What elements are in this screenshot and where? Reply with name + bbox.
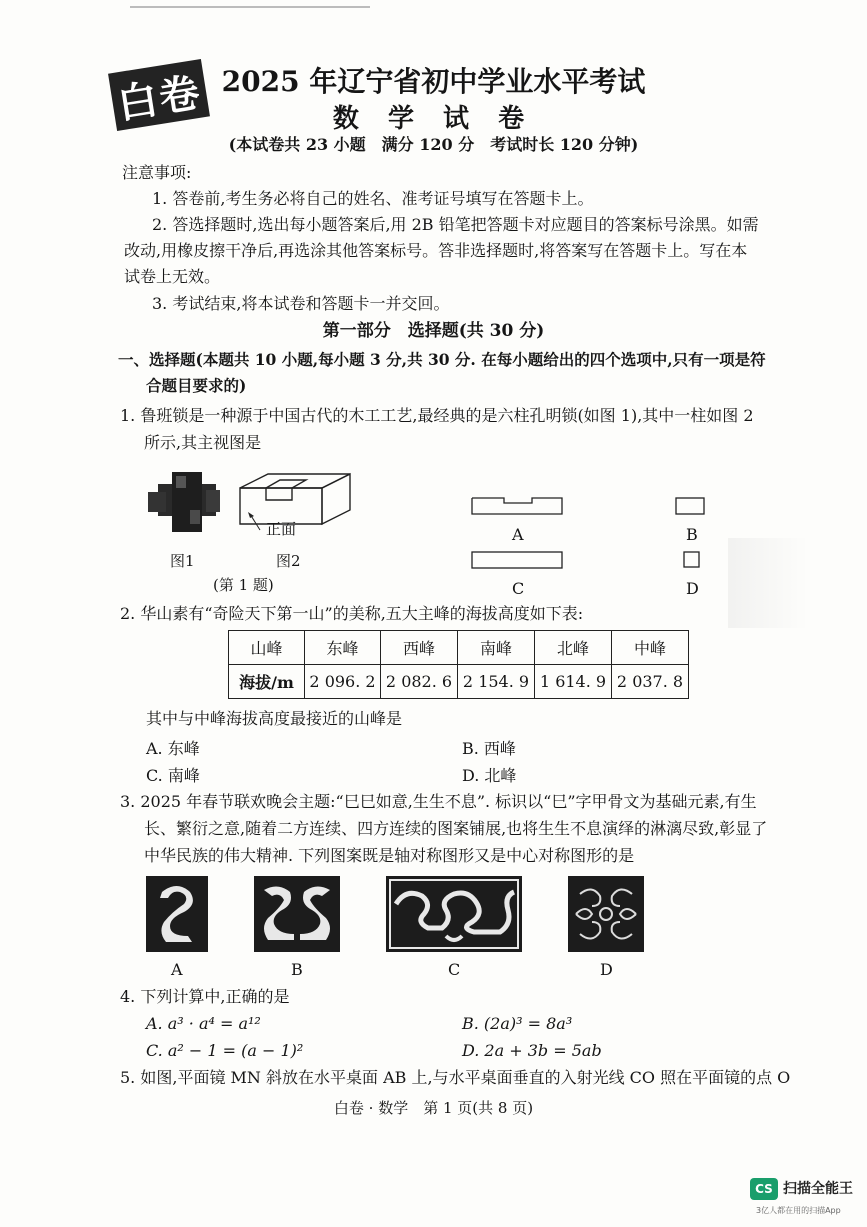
q3-option-c: C xyxy=(448,960,461,979)
scan-shadow xyxy=(728,538,808,628)
q3-option-d: D xyxy=(600,960,613,979)
section-instructions-cont: 合题目要求的) xyxy=(146,376,247,395)
table-header-row xyxy=(229,631,689,665)
notes-item: 3. 考试结束,将本试卷和答题卡一并交回。 xyxy=(152,294,450,313)
fig2-label: 图2 xyxy=(276,552,301,570)
q3-text-cont: 长、繁衍之意,随着二方连续、四方连续的图案铺展,也将生生不息演绎的淋漓尽致,彰显了 xyxy=(144,819,768,838)
option-c-view xyxy=(472,552,562,568)
notes-heading: 注意事项: xyxy=(122,163,192,182)
q2-option-c: C. 南峰 xyxy=(146,766,200,785)
q1-option-b: B xyxy=(686,525,698,544)
table-cell: 西峰 xyxy=(381,631,458,665)
page-footer: 白卷 · 数学 第 1 页(共 8 页) xyxy=(333,1099,534,1117)
notes-item: 1. 答卷前,考生务必将自己的姓名、准考证号填写在答题卡上。 xyxy=(152,189,594,208)
table-cell: 南峰 xyxy=(458,631,535,665)
q3-text: 3. 2025 年春节联欢晚会主题:“巳巳如意,生生不息”. 标识以“巳”字甲骨文为基础元素,有生 xyxy=(120,792,757,811)
table-cell: 2 037. 8 xyxy=(612,665,689,699)
q2-option-b: B. 西峰 xyxy=(462,739,516,758)
q2-option-d: D. 北峰 xyxy=(462,766,517,785)
pattern-c xyxy=(386,876,522,952)
pattern-b xyxy=(254,876,340,952)
q3-option-b: B xyxy=(291,960,303,979)
q1-figures xyxy=(140,466,355,546)
scan-edge-line xyxy=(130,6,370,8)
camscanner-logo-icon: CS xyxy=(750,1178,778,1200)
q1-text: 1. 鲁班锁是一种源于中国古代的木工工艺,最经典的是六柱孔明锁(如图 1),其中一柱如图 2 xyxy=(120,406,754,425)
q4-option-b: B. (2a)³ = 8a³ xyxy=(462,1014,573,1033)
table-row xyxy=(229,665,689,699)
q4-option-a: A. a³ · a⁴ = a¹² xyxy=(146,1014,261,1033)
pattern-d xyxy=(568,876,644,952)
table-cell: 海拔/m xyxy=(229,665,305,699)
notes-item: 改动,用橡皮擦干净后,再选涂其他答案标号。答非选择题时,将答案写在答题卡上。写在本 xyxy=(124,241,748,260)
q5-text: 5. 如图,平面镜 MN 斜放在水平桌面 AB 上,与水平桌面垂直的入射光线 CO 照在平面镜的点 O xyxy=(120,1068,791,1087)
q1-option-d: D xyxy=(686,579,699,598)
table-cell: 1 614. 9 xyxy=(535,665,612,699)
q4-option-c: C. a² − 1 = (a − 1)² xyxy=(146,1041,304,1060)
q1-caption: (第 1 题) xyxy=(213,576,274,594)
option-b-view xyxy=(676,498,704,514)
q4-text: 4. 下列计算中,正确的是 xyxy=(120,987,290,1006)
exam-title: 2025 年辽宁省初中学业水平考试 xyxy=(221,65,646,98)
table-cell: 2 154. 9 xyxy=(458,665,535,699)
heights-table xyxy=(228,630,689,699)
q1-option-a: A xyxy=(512,525,524,544)
option-a-view xyxy=(472,498,562,514)
q1-option-c: C xyxy=(512,579,525,598)
paper-stamp: 白卷 xyxy=(108,59,210,131)
exam-info: (本试卷共 23 小题 满分 120 分 考试时长 120 分钟) xyxy=(228,135,639,154)
q1-text-cont: 所示,其主视图是 xyxy=(144,433,262,452)
table-cell: 北峰 xyxy=(535,631,612,665)
q3-option-a: A xyxy=(171,960,183,979)
q2-option-a: A. 东峰 xyxy=(146,739,200,758)
q2-question: 其中与中峰海拔高度最接近的山峰是 xyxy=(146,709,403,728)
q1-options-figures xyxy=(466,496,716,572)
lock-figure-2 xyxy=(240,474,350,524)
q2-text: 2. 华山素有“奇险天下第一山”的美称,五大主峰的海拔高度如下表: xyxy=(120,604,584,623)
option-d-view xyxy=(684,552,699,567)
camscanner-tagline: 3亿人都在用的扫描App xyxy=(756,1206,841,1215)
notes-item: 试卷上无效。 xyxy=(124,267,221,286)
part-title: 第一部分 选择题(共 30 分) xyxy=(322,321,545,341)
q3-text-cont: 中华民族的伟大精神. 下列图案既是轴对称图形又是中心对称图形的是 xyxy=(144,846,635,865)
pattern-a xyxy=(146,876,208,952)
fig1-label: 图1 xyxy=(170,552,195,570)
q3-pattern-figures xyxy=(140,874,670,954)
front-label: 正面 xyxy=(266,520,297,538)
camscanner-name: 扫描全能王 xyxy=(783,1181,853,1197)
exam-subtitle: 数 学 试 卷 xyxy=(332,104,535,134)
notes-item: 2. 答选择题时,选出每小题答案后,用 2B 铅笔把答题卡对应题目的答案标号涂黑。如需 xyxy=(152,215,759,234)
lock-figure-1 xyxy=(148,472,220,532)
q4-option-d: D. 2a + 3b = 5ab xyxy=(462,1041,602,1060)
section-instructions: 一、选择题(本题共 10 小题,每小题 3 分,共 30 分. 在每小题给出的四个选项中,只有一项是符 xyxy=(118,350,766,369)
table-cell: 东峰 xyxy=(305,631,381,665)
table-cell: 中峰 xyxy=(612,631,689,665)
table-cell: 2 096. 2 xyxy=(305,665,381,699)
table-cell: 2 082. 6 xyxy=(381,665,458,699)
table-cell: 山峰 xyxy=(229,631,305,665)
